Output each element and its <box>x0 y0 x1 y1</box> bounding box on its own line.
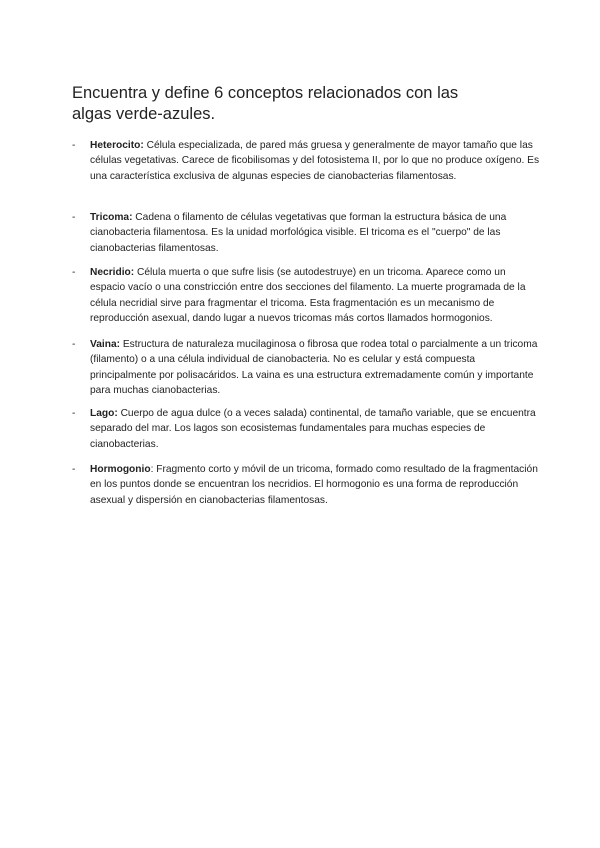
bullet-dash: - <box>72 267 76 278</box>
bullet-dash: - <box>72 212 76 223</box>
bullet-dash: - <box>72 464 76 475</box>
bullet-dash: - <box>72 140 76 151</box>
concept-term: Lago: <box>90 408 118 419</box>
concept-term: Tricoma: <box>90 212 133 223</box>
concept-definition: Célula muerta o que sufre lisis (se autodestruye) en un tricoma. Aparece como un espacio vacío o una constricción entre dos secciones del filamento. La muerte programada de la célula necridial sirve para fragmentar el tricoma. Esta fragmentación es un mecanismo de reproducción asexual, dando lugar a nuevos tricomas más cortos llamados hormogonios. <box>90 267 526 325</box>
bullet-dash: - <box>72 408 76 419</box>
concept-definition: Cadena o filamento de células vegetativas que forman la estructura básica de una cianobacteria filamentosa. Es la unidad morfológica visible. El tricoma es el "cuerpo" de las cianobacterias filamentosas. <box>90 212 507 254</box>
concept-term: Necridio: <box>90 267 135 278</box>
list-item <box>72 210 542 256</box>
list-item <box>72 265 542 327</box>
list-item <box>72 138 542 184</box>
list-item <box>72 337 542 399</box>
concept-definition: Estructura de naturaleza mucilaginosa o fibrosa que rodea total o parcialmente a un tricoma (filamento) o a una célula individual de cianobacteria. No es celular y está compuesta principalmente por polisacáridos. La vaina es una estructura extremadamente común y importante para muchas cianobacterias. <box>90 339 538 397</box>
list-item <box>72 462 542 508</box>
concept-definition: Célula especializada, de pared más gruesa y generalmente de mayor tamaño que las células vegetativas. Carece de ficobilisomas y del fotosistema II, por lo que no produce oxígeno. Es una característica exclusiva de algunas especies de cianobacterias filamentosas. <box>90 140 540 182</box>
list-item <box>72 406 542 452</box>
concept-term: Vaina: <box>90 339 121 350</box>
bullet-dash: - <box>72 339 76 350</box>
concept-term: Hormogonio <box>90 464 151 475</box>
page-title: Encuentra y define 6 conceptos relacionados con las algas verde-azules. <box>72 84 459 123</box>
concept-definition: : Fragmento corto y móvil de un tricoma, formado como resultado de la fragmentación en los puntos donde se encuentran los necridios. El hormogonio es una forma de reproducción asexual y dispersión en cianobacterias filamentosas. <box>90 464 538 506</box>
concept-definition: Cuerpo de agua dulce (o a veces salada) continental, de tamaño variable, que se encuentra separado del mar. Los lagos son ecosistemas fundamentales para muchas especies de cianobacterias. <box>90 408 536 450</box>
concept-term: Heterocito: <box>90 140 144 151</box>
